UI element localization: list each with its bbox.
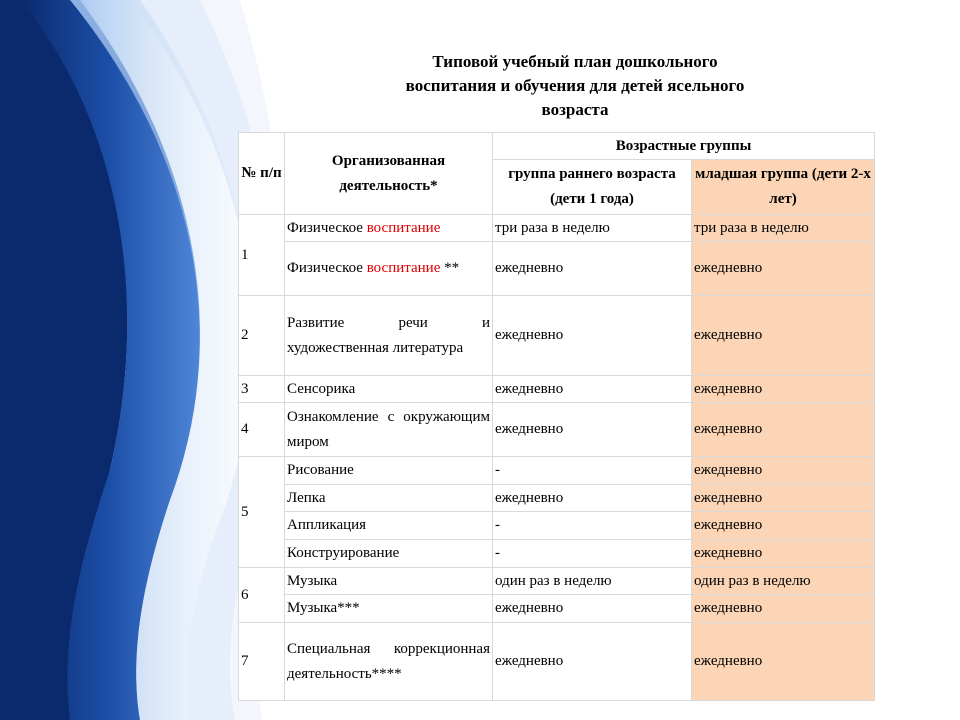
table-row	[239, 623, 875, 701]
junior-group-cell: ежедневно	[692, 595, 875, 623]
activity-cell: Ознакомление с окружающим миром	[285, 403, 493, 457]
title-line-1: Типовой учебный план дошкольного	[432, 52, 718, 71]
activity-cell: Лепка	[285, 485, 493, 512]
junior-group-cell: ежедневно	[692, 403, 875, 457]
junior-group-cell: ежедневно	[692, 540, 875, 568]
activity-cell: Специальная коррекционная деятельность****	[285, 623, 493, 701]
activity-cell: Музыка	[285, 568, 493, 595]
header-num: № п/п	[239, 133, 285, 215]
table-row	[239, 376, 875, 403]
junior-group-cell: ежедневно	[692, 512, 875, 540]
title-line-3: возраста	[541, 100, 609, 119]
activity-text: Физическое	[287, 219, 367, 236]
junior-group-cell: три раза в неделю	[692, 215, 875, 242]
page-title	[330, 50, 820, 122]
table-row	[239, 512, 875, 540]
early-group-cell: ежедневно	[493, 623, 692, 701]
early-group-cell: ежедневно	[493, 485, 692, 512]
early-group-cell: ежедневно	[493, 296, 692, 376]
table-row	[239, 457, 875, 485]
header-row	[239, 133, 875, 160]
table-row	[239, 485, 875, 512]
early-group-cell: ежедневно	[493, 376, 692, 403]
activity-cell	[285, 242, 493, 296]
table-row	[239, 215, 875, 242]
table-row	[239, 595, 875, 623]
row-number: 3	[239, 376, 285, 403]
junior-group-cell: ежедневно	[692, 242, 875, 296]
header-activity: Организованная деятельность*	[285, 133, 493, 215]
junior-group-cell: ежедневно	[692, 485, 875, 512]
header-group-junior: младшая группа (дети 2-х лет)	[692, 160, 875, 215]
header-groups: Возрастные группы	[493, 133, 875, 160]
early-group-cell: ежедневно	[493, 242, 692, 296]
row-number: 4	[239, 403, 285, 457]
early-group-cell: один раз в неделю	[493, 568, 692, 595]
row-number: 6	[239, 568, 285, 623]
title-line-2: воспитания и обучения для детей ясельного	[405, 76, 745, 95]
row-number: 7	[239, 623, 285, 701]
row-number: 5	[239, 457, 285, 568]
activity-cell: Сенсорика	[285, 376, 493, 403]
early-group-cell: -	[493, 512, 692, 540]
junior-group-cell: ежедневно	[692, 376, 875, 403]
activity-cell: Музыка***	[285, 595, 493, 623]
header-group-early: группа раннего возраста (дети 1 года)	[493, 160, 692, 215]
table-row	[239, 296, 875, 376]
early-group-cell: -	[493, 457, 692, 485]
activity-text: Физическое	[287, 260, 367, 276]
activity-cell: Аппликация	[285, 512, 493, 540]
junior-group-cell: один раз в неделю	[692, 568, 875, 595]
early-group-cell: ежедневно	[493, 403, 692, 457]
table-row	[239, 540, 875, 568]
table-row	[239, 242, 875, 296]
early-group-cell: ежедневно	[493, 595, 692, 623]
row-number: 1	[239, 215, 285, 296]
row-number: 2	[239, 296, 285, 376]
junior-group-cell: ежедневно	[692, 623, 875, 701]
activity-cell: Развитие речи и художественная литература	[285, 296, 493, 376]
activity-cell: Конструирование	[285, 540, 493, 568]
table-row	[239, 403, 875, 457]
curriculum-table	[238, 132, 875, 701]
activity-highlight: воспитание	[366, 219, 441, 236]
junior-group-cell: ежедневно	[692, 296, 875, 376]
activity-note: **	[440, 260, 460, 276]
early-group-cell: -	[493, 540, 692, 568]
early-group-cell: три раза в неделю	[493, 215, 692, 242]
activity-highlight: воспитание	[366, 260, 441, 276]
junior-group-cell: ежедневно	[692, 457, 875, 485]
activity-cell: Рисование	[285, 457, 493, 485]
activity-cell	[285, 215, 493, 242]
table-row	[239, 568, 875, 595]
